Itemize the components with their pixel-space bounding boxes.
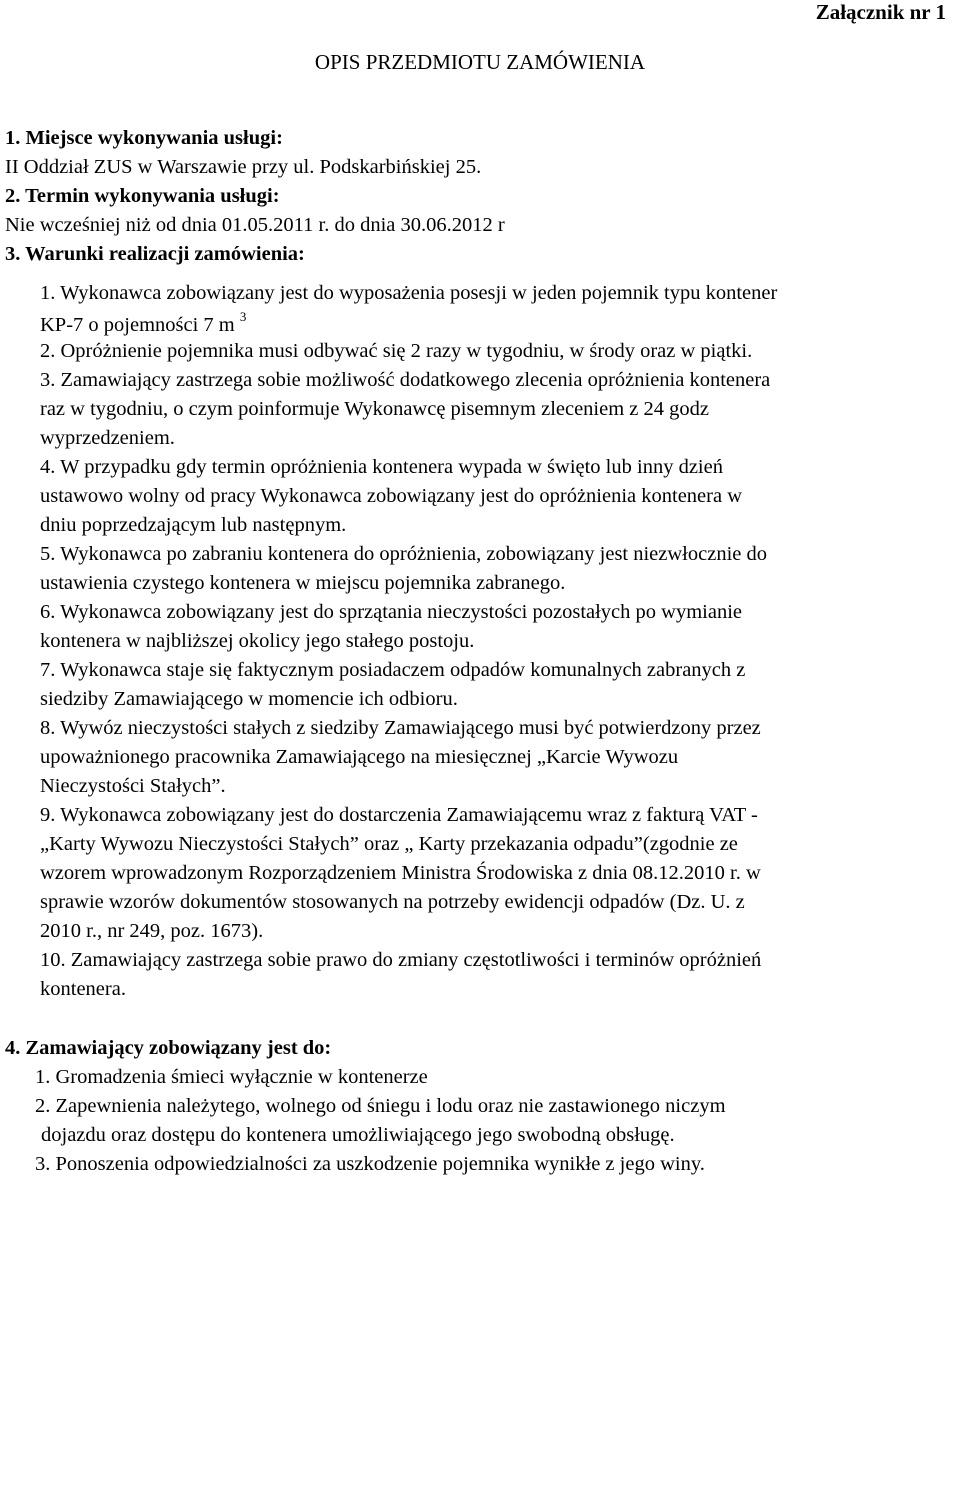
- s3-item-6-line-1: 6. Wykonawca zobowiązany jest do sprzątania nieczystości pozostałych po wymianie: [40, 601, 742, 623]
- s3-item-8-line-3: Nieczystości Stałych”.: [40, 775, 226, 797]
- s3-item-3-line-2: raz w tygodniu, o czym poinformuje Wykonawcę pisemnym zleceniem z 24 godz: [40, 398, 709, 420]
- s3-item-7-line-1: 7. Wykonawca staje się faktycznym posiadaczem odpadów komunalnych zabranych z: [40, 659, 746, 681]
- s3-item-5-line-1: 5. Wykonawca po zabraniu kontenera do opróżnienia, zobowiązany jest niezwłocznie do: [40, 543, 767, 565]
- s3-item-10-line-2: kontenera.: [40, 978, 126, 1000]
- s3-item-8-line-2: upoważnionego pracownika Zamawiającego na miesięcznej „Karcie Wywozu: [40, 746, 679, 768]
- section-1-heading: 1. Miejsce wykonywania usługi:: [5, 127, 283, 149]
- s3-item-9-line-4: sprawie wzorów dokumentów stosowanych na potrzeby ewidencji odpadów (Dz. U. z: [40, 891, 745, 913]
- section-3-heading: 3. Warunki realizacji zamówienia:: [5, 243, 305, 265]
- s3-item-10-line-1: 10. Zamawiający zastrzega sobie prawo do zmiany częstotliwości i terminów opróżnień: [40, 949, 762, 971]
- section-4-heading: 4. Zamawiający zobowiązany jest do:: [5, 1037, 332, 1059]
- superscript-3: 3: [239, 309, 247, 324]
- s3-item-9-line-2: „Karty Wywozu Nieczystości Stałych” oraz „ Karty przekazania odpadu”(zgodnie ze: [40, 833, 738, 855]
- s4-item-3: 3. Ponoszenia odpowiedzialności za uszkodzenie pojemnika wynikłe z jego winy.: [35, 1153, 705, 1175]
- s3-item-3-line-3: wyprzedzeniem.: [40, 427, 175, 449]
- s4-item-2-line-1: 2. Zapewnienia należytego, wolnego od śniegu i lodu oraz nie zastawionego niczym: [35, 1095, 726, 1117]
- s3-item-7-line-2: siedziby Zamawiającego w momencie ich odbioru.: [40, 688, 458, 710]
- section-2-heading: 2. Termin wykonywania usługi:: [5, 185, 280, 207]
- s4-item-1: 1. Gromadzenia śmieci wyłącznie w kontenerze: [35, 1066, 428, 1088]
- s3-item-4-line-3: dniu poprzedzającym lub następnym.: [40, 514, 347, 536]
- s3-item-9-line-5: 2010 r., nr 249, poz. 1673).: [40, 920, 264, 942]
- document-title: OPIS PRZEDMIOTU ZAMÓWIENIA: [314, 50, 646, 74]
- s3-item-1-line-2-text: KP-7 o pojemności 7 m: [40, 313, 235, 336]
- s3-item-1-line-2: [40, 311, 246, 337]
- s3-item-8-line-1: 8. Wywóz nieczystości stałych z siedziby Zamawiającego musi być potwierdzony przez: [40, 717, 761, 739]
- s4-item-2-line-2: dojazdu oraz dostępu do kontenera umożliwiającego jego swobodną obsługę.: [41, 1124, 675, 1146]
- s3-item-5-line-2: ustawienia czystego kontenera w miejscu pojemnika zabranego.: [40, 572, 566, 594]
- annex-label: Załącznik nr 1: [815, 0, 946, 24]
- s3-item-2: 2. Opróżnienie pojemnika musi odbywać się 2 razy w tygodniu, w środy oraz w piątki.: [40, 340, 753, 362]
- s3-item-3-line-1: 3. Zamawiający zastrzega sobie możliwość dodatkowego zlecenia opróżnienia kontenera: [40, 369, 771, 391]
- s3-item-9-line-1: 9. Wykonawca zobowiązany jest do dostarczenia Zamawiającemu wraz z fakturą VAT -: [40, 804, 758, 826]
- s3-item-6-line-2: kontenera w najbliższej okolicy jego stałego postoju.: [40, 630, 475, 652]
- s3-item-4-line-1: 4. W przypadku gdy termin opróżnienia kontenera wypada w święto lub inny dzień: [40, 456, 723, 478]
- section-2-text: Nie wcześniej niż od dnia 01.05.2011 r. do dnia 30.06.2012 r: [5, 214, 505, 236]
- s3-item-9-line-3: wzorem wprowadzonym Rozporządzeniem Ministra Środowiska z dnia 08.12.2010 r. w: [40, 862, 761, 884]
- s3-item-1-line-1: 1. Wykonawca zobowiązany jest do wyposażenia posesji w jeden pojemnik typu kontener: [40, 282, 778, 304]
- s3-item-4-line-2: ustawowo wolny od pracy Wykonawca zobowiązany jest do opróżnienia kontenera w: [40, 485, 743, 507]
- section-1-text: II Oddział ZUS w Warszawie przy ul. Podskarbińskiej 25.: [5, 156, 482, 178]
